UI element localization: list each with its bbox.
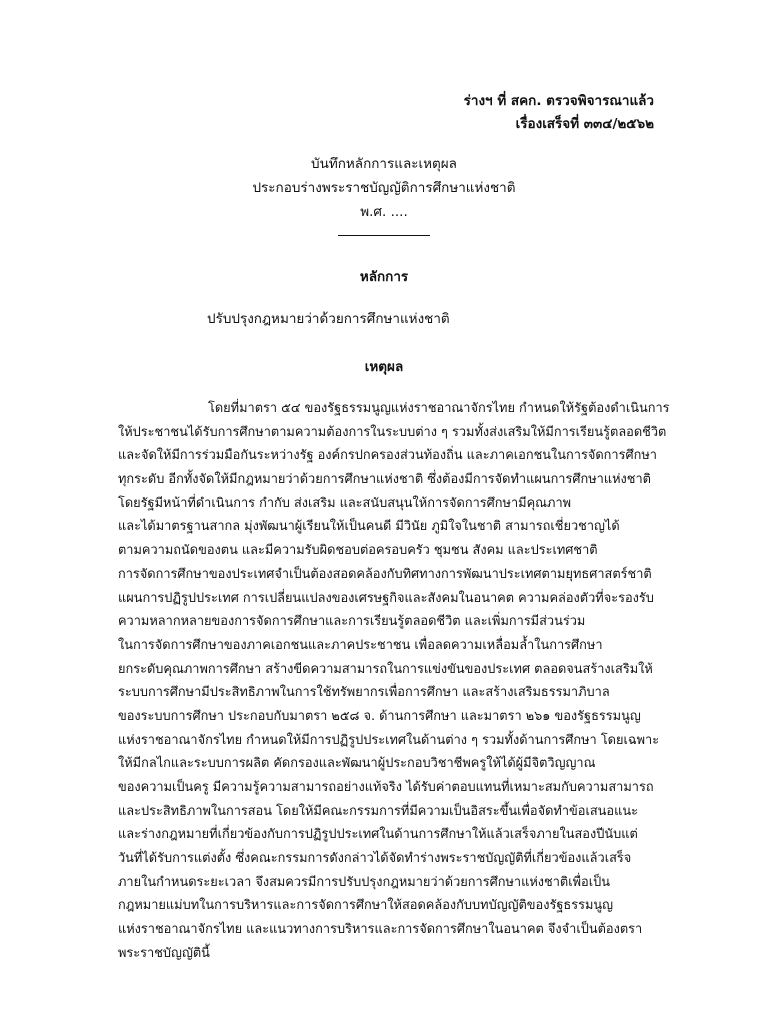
reasons-line: โดยรัฐมีหน้าที่ดำเนินการ กำกับ ส่งเสริม และสนับสนุนให้การจัดการศึกษามีคุณภาพ bbox=[118, 495, 572, 511]
reasons-line: และประสิทธิภาพในการสอน โดยให้มีคณะกรรมการที่มีความเป็นอิสระขึ้นเพื่อจัดทำข้อเสนอแนะ bbox=[118, 803, 638, 819]
reasons-line: ทุกระดับ อีกทั้งจัดให้มีกฎหมายว่าด้วยการศึกษาแห่งชาติ ซึ่งต้องมีการจัดทำแผนการศึกษาแห่งชาติ bbox=[118, 472, 651, 488]
reasons-line: ให้ประชาชนได้รับการศึกษาตามความต้องการในระบบต่าง ๆ รวมทั้งส่งเสริมให้มีการเรียนรู้ตลอดชีวิต bbox=[118, 424, 667, 440]
reasons-line: ของความเป็นครู มีความรู้ความสามารถอย่างแท้จริง ได้รับค่าตอบแทนที่เหมาะสมกับความสามารถ bbox=[118, 780, 654, 795]
principle-heading: หลักการ bbox=[359, 269, 409, 285]
reasons-line: กฎหมายแม่บทในการบริหารและการจัดการศึกษาให้สอดคล้องกับบทบัญญัติของรัฐธรรมนูญ bbox=[118, 898, 614, 914]
reasons-line: วันที่ได้รับการแต่งตั้ง ซึ่งคณะกรรมการดังกล่าวได้จัดทำร่างพระราชบัญญัติที่เกี่ยวข้องแล้วเสร็จ bbox=[118, 851, 632, 867]
reasons-body bbox=[118, 397, 670, 966]
reasons-heading: เหตุผล bbox=[364, 359, 404, 375]
reasons-line: ตามความถนัดของตน และมีความรับผิดชอบต่อครอบครัว ชุมชน สังคม และประเทศชาติ bbox=[118, 543, 598, 559]
reasons-line: และจัดให้มีการร่วมมือกันระหว่างรัฐ องค์กรปกครองส่วนท้องถิ่น และภาคเอกชนในการจัดการศึกษา bbox=[118, 448, 657, 464]
memo-title: บันทึกหลักการและเหตุผล bbox=[311, 156, 457, 172]
memo-title-block bbox=[0, 152, 768, 224]
matter-number: เรื่องเสร็จที่ ๓๓๔/๒๕๖๒ bbox=[515, 116, 654, 132]
reasons-line: แห่งราชอาณาจักรไทย และแนวทางการบริหารและการจัดการศึกษาในอนาคต จึงจำเป็นต้องตรา bbox=[118, 922, 643, 938]
reasons-line: ระบบการศึกษามีประสิทธิภาพในการใช้ทรัพยากรเพื่อการศึกษา และสร้างเสริมธรรมาภิบาล bbox=[118, 685, 610, 701]
reasons-line: ในการจัดการศึกษาของภาคเอกชนและภาคประชาชน เพื่อลดความเหลื่อมล้ำในการศึกษา bbox=[118, 637, 603, 653]
reasons-line: ของระบบการศึกษา ประกอบกับมาตรา ๒๕๘ จ. ด้านการศึกษา และมาตรา ๒๖๑ ของรัฐธรรมนูญ bbox=[118, 708, 641, 724]
reasons-line: ยกระดับคุณภาพการศึกษา สร้างขีดความสามารถในการแข่งขันของประเทศ ตลอดจนสร้างเสริมให้ bbox=[118, 661, 653, 677]
title-divider bbox=[338, 235, 430, 236]
reasons-line: และได้มาตรฐานสากล มุ่งพัฒนาผู้เรียนให้เป็นคนดี มีวินัย ภูมิใจในชาติ สามารถเชี่ยวชาญได้ bbox=[118, 519, 620, 535]
reasons-line: ความหลากหลายของการจัดการศึกษาและการเรียนรู้ตลอดชีวิต และเพิ่มการมีส่วนร่วม bbox=[118, 614, 586, 630]
reasons-line: โดยที่มาตรา ๕๔ ของรัฐธรรมนูญแห่งราชอาณาจักรไทย กำหนดให้รัฐต้องดำเนินการ bbox=[208, 401, 670, 416]
reasons-line: แผนการปฏิรูปประเทศ การเปลี่ยนแปลงของเศรษฐกิจและสังคมในอนาคต ความคล่องตัวที่จะรองรับ bbox=[118, 590, 654, 606]
memo-year: พ.ศ. .... bbox=[360, 204, 408, 220]
reasons-line: ให้มีกลไกและระบบการผลิต คัดกรองและพัฒนาผู้ประกอบวิชาชีพครูให้ได้ผู้มีจิตวิญญาณ bbox=[118, 756, 596, 772]
principle-text: ปรับปรุงกฎหมายว่าด้วยการศึกษาแห่งชาติ bbox=[207, 311, 450, 327]
reasons-line: การจัดการศึกษาของประเทศจำเป็นต้องสอดคล้องกับทิศทางการพัฒนาประเทศตามยุทธศาสตร์ชาติ bbox=[118, 566, 652, 582]
memo-subtitle: ประกอบร่างพระราชบัญญัติการศึกษาแห่งชาติ bbox=[252, 180, 516, 196]
draft-status-block bbox=[464, 90, 654, 136]
reasons-line: พระราชบัญญัตินี้ bbox=[118, 945, 210, 961]
reasons-line: และร่างกฎหมายที่เกี่ยวข้องกับการปฏิรูปประเทศในด้านการศึกษาให้แล้วเสร็จภายในสองปีนับแต่ bbox=[118, 827, 638, 843]
draft-note: ร่างฯ ที่ สคก. ตรวจพิจารณาแล้ว bbox=[463, 93, 654, 109]
reasons-line: ภายในกำหนดระยะเวลา จึงสมควรมีการปรับปรุงกฎหมายว่าด้วยการศึกษาแห่งชาติเพื่อเป็น bbox=[118, 874, 610, 890]
reasons-line: แห่งราชอาณาจักรไทย กำหนดให้มีการปฏิรูปประเทศในด้านต่าง ๆ รวมทั้งด้านการศึกษา โดยเฉพาะ bbox=[118, 732, 660, 748]
